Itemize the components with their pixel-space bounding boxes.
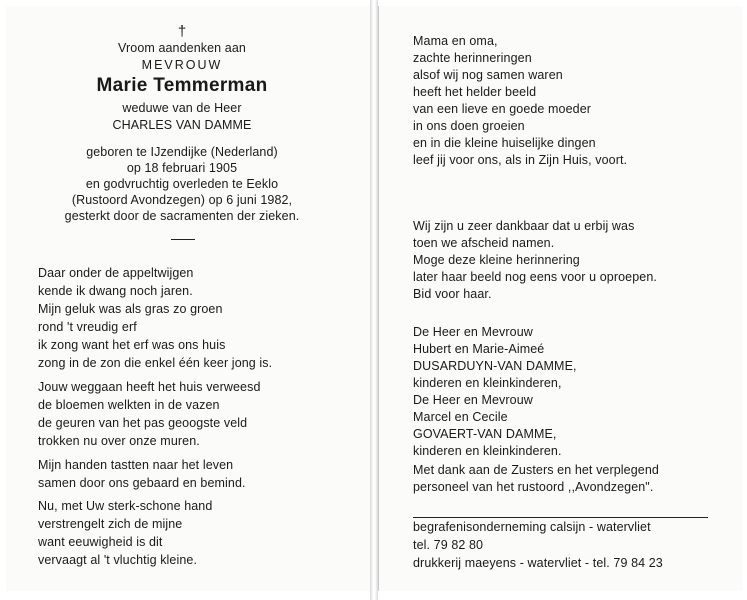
family-line: GOVAERT-VAN DAMME,: [413, 427, 557, 441]
funeral-home: begrafenisonderneming calsijn - watervliet: [413, 520, 651, 534]
poem-line: trokken nu over onze muren.: [38, 434, 200, 448]
widow-line: weduwe van de Heer: [122, 101, 242, 115]
poem-line: ik zong want het erf was ons huis: [38, 338, 226, 352]
family-line: De Heer en Mevrouw: [413, 393, 533, 407]
right-page-content: [378, 0, 747, 600]
thanks-line: Wij zijn u zeer dankbaar dat u erbij was: [413, 219, 635, 233]
poem-line: heeft het helder beeld: [413, 85, 537, 99]
thanks-line: Moge deze kleine herinnering: [413, 253, 580, 267]
poem-line: rond 't vreudig erf: [38, 320, 137, 334]
header-divider: [171, 239, 195, 240]
poem-line: leef jij voor ons, als in Zijn Huis, voort.: [413, 153, 628, 167]
footer-rule: [413, 517, 708, 518]
poem-line: vervaagt al 't vluchtig kleine.: [38, 553, 198, 567]
family-line: Hubert en Marie-Aimeé: [413, 342, 545, 356]
header-intro: Vroom aandenken aan: [118, 41, 246, 55]
family-line: De Heer en Mevrouw: [413, 325, 533, 339]
closing-line: personeel van het rustoord ,,Avondzegen".: [413, 480, 654, 494]
cross-icon: †: [177, 23, 187, 40]
poem-line: en in die kleine huiselijke dingen: [413, 136, 596, 150]
closing-line: Met dank aan de Zusters en het verplegend: [413, 463, 659, 477]
poem-line: de geuren van het pas geoogste veld: [38, 416, 248, 430]
poem-line: Mama en oma,: [413, 34, 498, 48]
poem-line: de bloemen welkten in de vazen: [38, 398, 220, 412]
birth-place: geboren te IJzendijke (Nederland): [86, 145, 278, 159]
deceased-name: Marie Temmerman: [96, 75, 268, 96]
poem-line: Mijn handen tastten naar het leven: [38, 458, 234, 472]
poem-line: kende ik dwang noch jaren.: [38, 284, 193, 298]
thanks-line: toen we afscheid namen.: [413, 236, 555, 250]
husband-name: CHARLES VAN DAMME: [112, 118, 252, 132]
death-date: (Rustoord Avondzegen) op 6 juni 1982,: [71, 193, 293, 207]
poem-line: Daar onder de appeltwijgen: [38, 266, 194, 280]
poem-line: in ons doen groeien: [413, 119, 525, 133]
sacraments-line: gesterkt door de sacramenten der zieken.: [64, 209, 300, 223]
family-line: Marcel en Cecile: [413, 410, 508, 424]
poem-line: zachte herinneringen: [413, 51, 532, 65]
family-line: kinderen en kleinkinderen.: [413, 444, 562, 458]
funeral-home-phone: tel. 79 82 80: [413, 538, 484, 552]
poem-line: Mijn geluk was als gras zo groen: [38, 302, 223, 316]
poem-line: Nu, met Uw sterk-schone hand: [38, 499, 213, 513]
thanks-line: later haar beeld nog eens voor u oproepen.: [413, 270, 657, 284]
poem-line: zong in de zon die enkel één keer jong is.: [38, 356, 273, 370]
poem-line: samen door ons gebaard en bemind.: [38, 476, 246, 490]
printer-info: drukkerij maeyens - watervliet - tel. 79 84 23: [413, 556, 663, 570]
poem-line: want eeuwigheid is dit: [38, 535, 163, 549]
poem-line: Jouw weggaan heeft het huis verweesd: [38, 380, 261, 394]
family-line: kinderen en kleinkinderen,: [413, 376, 562, 390]
death-place: en godvruchtig overleden te Eeklo: [85, 177, 279, 191]
poem-line: van een lieve en goede moeder: [413, 102, 592, 116]
poem-line: verstrengelt zich de mijne: [38, 517, 183, 531]
thanks-line: Bid voor haar.: [413, 287, 492, 301]
birth-date: op 18 februari 1905: [126, 161, 238, 175]
header-title: MEVROUW: [141, 58, 223, 72]
left-page-content: [0, 0, 372, 600]
poem-line: alsof wij nog samen waren: [413, 68, 563, 82]
family-line: DUSARDUYN-VAN DAMME,: [413, 359, 577, 373]
